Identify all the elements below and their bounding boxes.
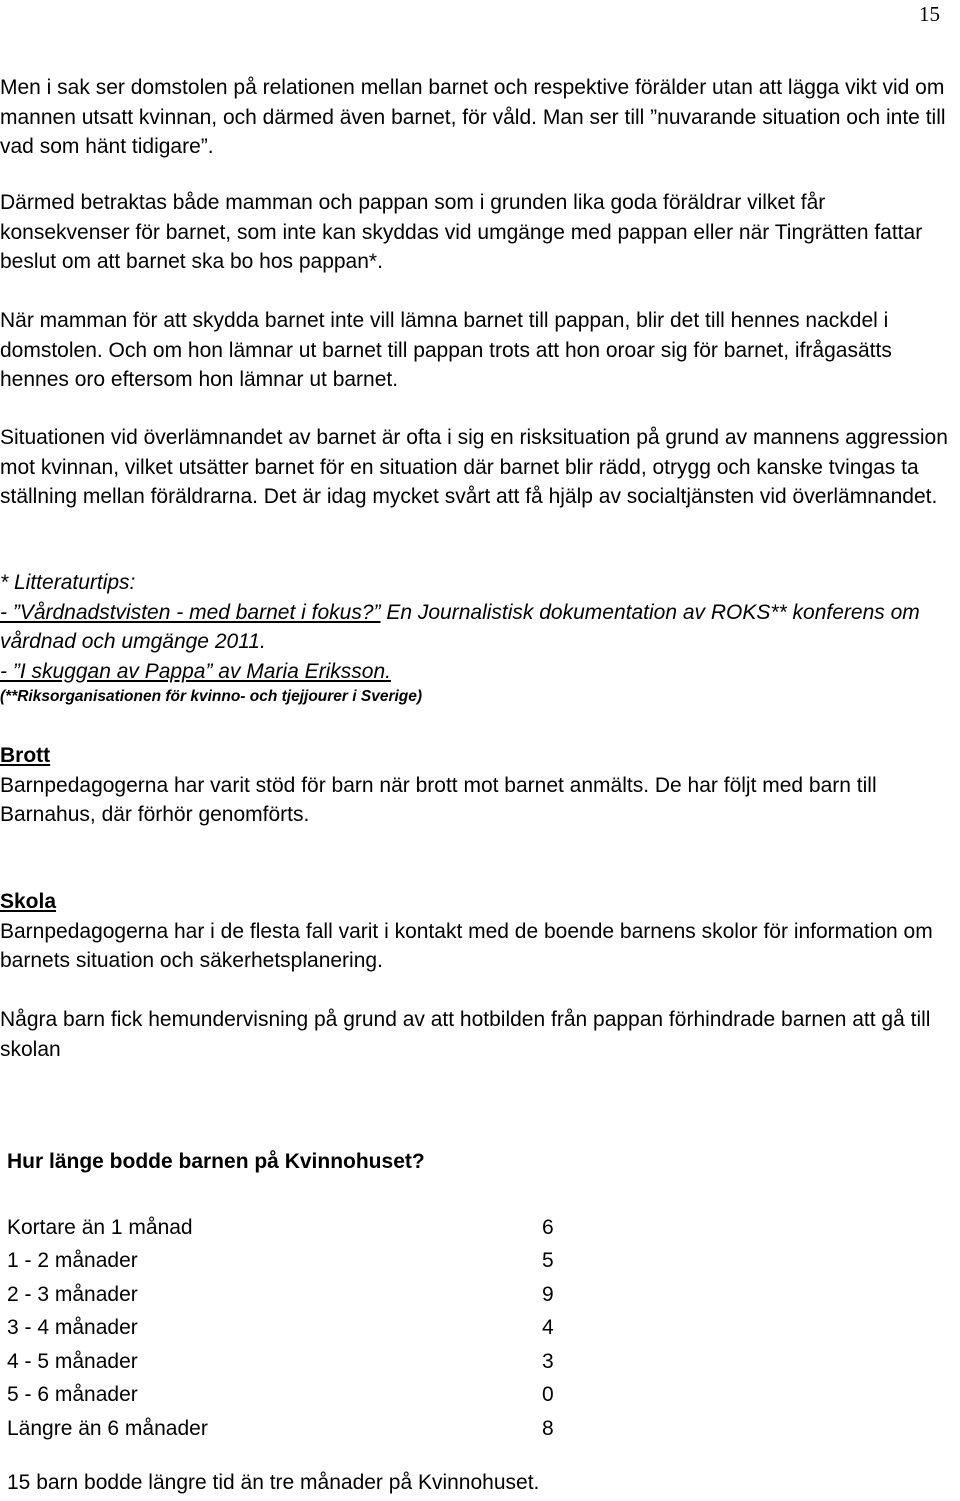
section-text: Barnpedagogerna har varit stöd för barn när brott mot barnet anmälts. De har följt med barn till Barnahus, där förhör genomförts.	[0, 773, 877, 826]
row-label: 5 - 6 månader	[7, 1383, 138, 1407]
table-row	[7, 1245, 554, 1279]
row-value: 0	[542, 1383, 554, 1407]
paragraph-3	[0, 306, 956, 395]
literature-footnote: (**Riksorganisationen för kvinno- och tjejjourer i Sverige)	[0, 688, 423, 705]
section-text: Barnpedagogerna har i de flesta fall varit i kontakt med de boende barnens skolor för information om barnets situation och säkerhetsplanering.	[0, 919, 933, 972]
row-label: 1 - 2 månader	[7, 1249, 138, 1273]
table-row	[7, 1211, 554, 1245]
row-label: Längre än 6 månader	[7, 1416, 208, 1440]
row-label: Kortare än 1 månad	[7, 1215, 193, 1239]
literature-tips	[0, 568, 956, 708]
stats-summary: 15 barn bodde längre tid än tre månader på Kvinnohuset.	[7, 1471, 540, 1494]
table-row	[7, 1312, 554, 1346]
table-row	[7, 1379, 554, 1413]
section-heading: Brott	[0, 744, 51, 767]
row-label: 3 - 4 månader	[7, 1316, 138, 1340]
table-row	[7, 1412, 554, 1446]
row-value: 3	[542, 1349, 554, 1373]
row-value: 6	[542, 1215, 554, 1239]
page-number: 15	[919, 2, 940, 26]
section-brott	[0, 741, 956, 830]
row-label: 2 - 3 månader	[7, 1282, 138, 1306]
row-label: 4 - 5 månader	[7, 1349, 138, 1373]
row-value: 4	[542, 1316, 554, 1340]
paragraph-school-extra	[0, 1005, 956, 1064]
literature-item-1	[0, 598, 956, 657]
paragraph-text: När mamman för att skydda barnet inte vill lämna barnet till pappan, blir det till hennes nackdel i domstolen. Och om hon lämnar ut barnet till pappan trots att hon oroar sig för barnet, ifrågasätts hennes oro eftersom hon lämnar ut barnet.	[0, 309, 892, 391]
paragraph-text: Situationen vid överlämnandet av barnet är ofta i sig en risksituation på grund av mannens aggression mot kvinnan, vilket utsätter barnet för en situation där barnet blir rädd, otrygg och kanske tvingas ta ställning mellan föräldrarna. Det är idag mycket svårt att få hjälp av socialtjänsten vid överlämnandet.	[0, 426, 948, 508]
paragraph-text: Därmed betraktas både mamman och pappan som i grunden lika goda föräldrar vilket får konsekvenser för barnet, som inte kan skyddas vid umgänge med pappan eller när Tingrätten fattar beslut om att barnet ska bo hos pappan*.	[0, 191, 923, 273]
paragraph-text: Men i sak ser domstolen på relationen mellan barnet och respektive förälder utan att lägga vikt vid om mannen utsatt kvinnan, och därmed även barnet, för våld. Man ser till ”nuvarande situation och inte till vad som hänt tidigare”.	[0, 76, 946, 158]
paragraph-text: Några barn fick hemundervisning på grund av att hotbilden från pappan förhindrade barnen att gå till skolan	[0, 1008, 931, 1061]
section-heading: Skola	[0, 890, 57, 913]
row-value: 9	[542, 1282, 554, 1306]
paragraph-1	[0, 73, 956, 162]
stats-question: Hur länge bodde barnen på Kvinnohuset?	[7, 1150, 425, 1173]
section-skola	[0, 887, 956, 976]
table-row	[7, 1345, 554, 1379]
literature-item-1-title: - ”Vårdnadstvisten - med barnet i fokus?”	[0, 600, 381, 624]
paragraph-2	[0, 188, 956, 277]
stats-table	[7, 1211, 554, 1446]
row-value: 5	[542, 1249, 554, 1273]
table-row	[7, 1278, 554, 1312]
literature-title: * Litteraturtips:	[0, 571, 136, 594]
literature-item-1-rest: En Journalistisk dokumentation av ROKS** konferens om vårdnad och umgänge 2011.	[0, 600, 920, 653]
row-value: 8	[542, 1416, 554, 1440]
literature-item-2: - ”I skuggan av Pappa” av Maria Eriksson.	[0, 659, 392, 683]
paragraph-4	[0, 423, 956, 512]
